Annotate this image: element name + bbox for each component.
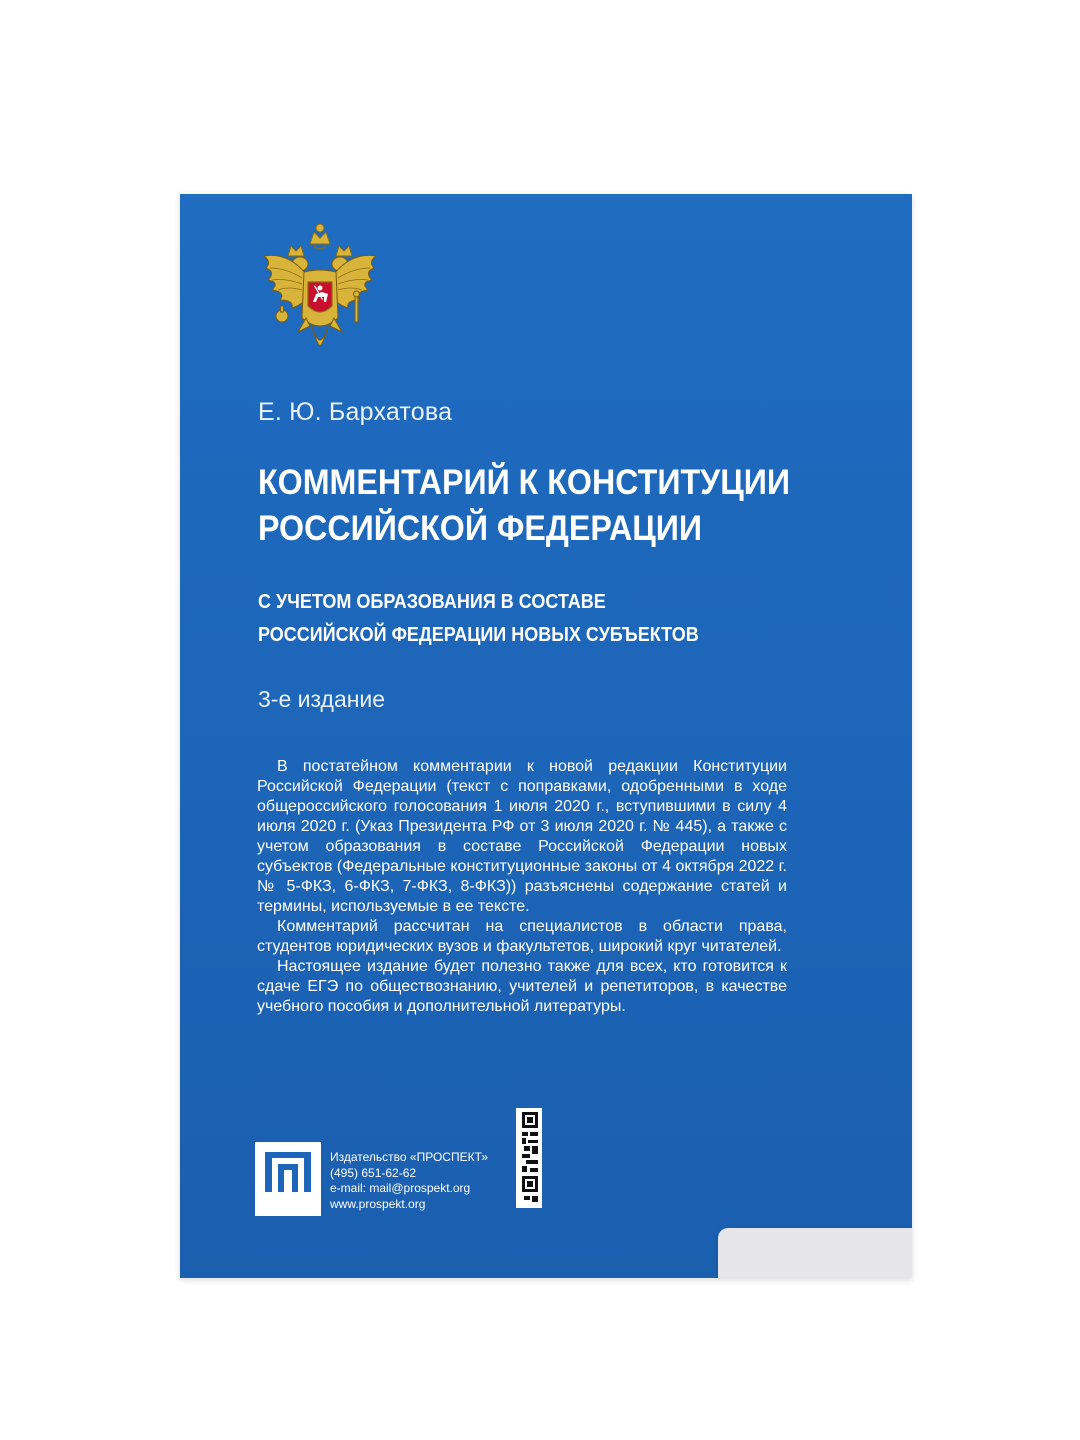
blank-sticker-label bbox=[718, 1228, 912, 1278]
publisher-phone: (495) 651-62-62 bbox=[330, 1165, 417, 1180]
publisher-email: e-mail: mail@prospekt.org bbox=[330, 1181, 471, 1195]
author-name: Е. Ю. Бархатова bbox=[258, 398, 453, 426]
prospekt-logo-caption: •ПРОСПЕКТ• bbox=[261, 1199, 315, 1208]
publisher-name: Издательство «ПРОСПЕКТ» bbox=[330, 1150, 489, 1164]
subtitle-line-2: РОССИЙСКОЙ ФЕДЕРАЦИИ НОВЫХ СУБЪЕКТОВ bbox=[258, 624, 699, 646]
annotation-paragraph-3: Настоящее издание будет полезно также для всех, кто готовится к сдаче ЕГЭ по обществознанию, учителей и репетиторов, в качестве учебного пособия и дополнительной литературы. bbox=[257, 958, 787, 1015]
edition-label: 3-е издание bbox=[258, 686, 386, 712]
annotation-paragraph-2: Комментарий рассчитан на специалистов в области права, студентов юридических вузов и факультетов, широкий круг читателей. bbox=[257, 918, 787, 955]
book-subtitle bbox=[258, 586, 762, 652]
annotation-text bbox=[257, 757, 787, 1017]
russian-coat-of-arms-icon bbox=[258, 222, 382, 358]
title-line-2: РОССИЙСКОЙ ФЕДЕРАЦИИ bbox=[258, 509, 703, 548]
book-title bbox=[258, 460, 810, 552]
publisher-info bbox=[330, 1150, 488, 1212]
subtitle-line-1: С УЧЕТОМ ОБРАЗОВАНИЯ В СОСТАВЕ bbox=[258, 591, 606, 613]
book-back-cover bbox=[180, 194, 912, 1278]
qr-code-icon bbox=[516, 1108, 542, 1208]
title-line-1: КОММЕНТАРИЙ К КОНСТИТУЦИИ bbox=[258, 463, 791, 502]
publisher-website: www.prospekt.org bbox=[330, 1196, 426, 1211]
annotation-paragraph-1: В постатейном комментарии к новой редакции Конституции Российской Федерации (текст с поправками, одобренными в ходе общероссийского голосования 1 июля 2020 г., вступившими в силу 4 июля 2020 г. (Указ Президента РФ от 3 июля 2020 г. № 445), а также с учетом образования в составе Российской Федерации новых субъектов (Федеральные конституционные законы от 4 октября 2022 г. № 5-ФКЗ, 6-ФКЗ, 7-ФКЗ, 8-ФКЗ)) разъяснены содержание статей и термины, используемые в ее тексте. bbox=[257, 758, 787, 915]
